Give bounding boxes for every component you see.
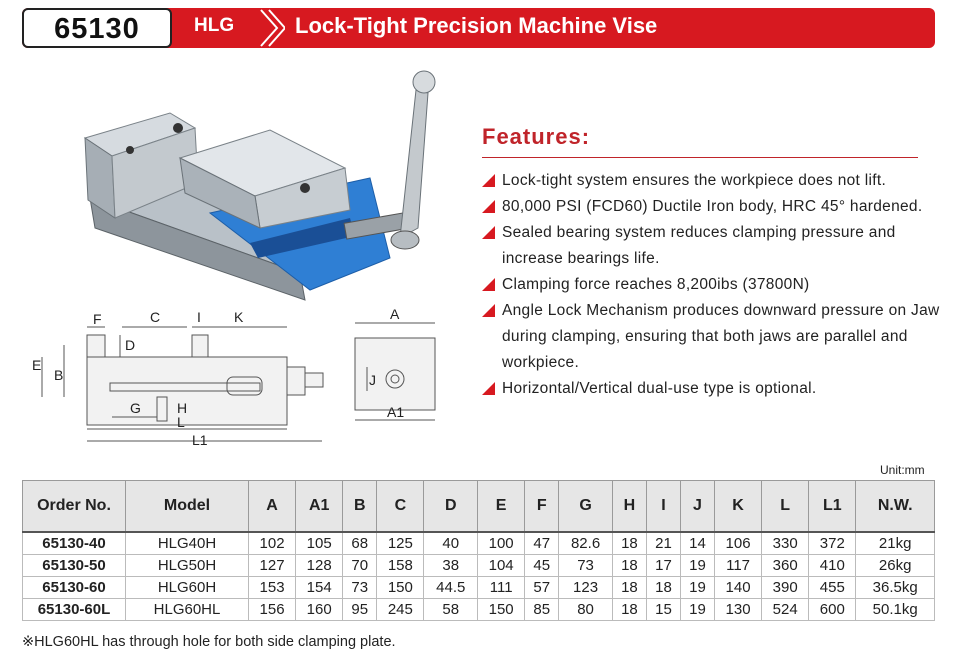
table-cell: 111: [478, 577, 525, 599]
table-cell: 65130-60L: [23, 599, 126, 621]
table-cell: 153: [249, 577, 296, 599]
table-cell: 410: [809, 555, 856, 577]
col-header: F: [525, 481, 559, 533]
features-divider: [482, 157, 918, 158]
table-cell: 156: [249, 599, 296, 621]
feature-item: Sealed bearing system reduces clamping pressure and increase bearings life.: [482, 220, 952, 272]
col-header: J: [680, 481, 714, 533]
table-row: [23, 577, 935, 599]
table-cell: 125: [377, 532, 424, 555]
table-cell: 70: [343, 555, 377, 577]
bullet-triangle-icon: [482, 382, 495, 395]
col-header: L1: [809, 481, 856, 533]
dim-label-a: A: [390, 306, 400, 322]
col-header: H: [612, 481, 646, 533]
table-cell: 123: [559, 577, 613, 599]
table-cell: 21kg: [856, 532, 935, 555]
dim-label-i: I: [197, 309, 201, 325]
table-cell: 18: [612, 599, 646, 621]
table-cell: 58: [424, 599, 478, 621]
dim-label-g: G: [130, 400, 141, 416]
series-label: HLG: [194, 15, 235, 36]
table-cell: 18: [612, 577, 646, 599]
dim-label-d: D: [125, 337, 136, 353]
feature-item: Horizontal/Vertical dual-use type is optional.: [482, 376, 952, 402]
dim-label-l: L: [177, 414, 185, 430]
features-list: [482, 168, 952, 402]
bullet-triangle-icon: [482, 278, 495, 291]
table-cell: 17: [646, 555, 680, 577]
table-cell: 105: [296, 532, 343, 555]
table-cell: 19: [680, 577, 714, 599]
table-row: [23, 599, 935, 621]
product-code-box: [22, 8, 172, 48]
dim-label-e: E: [32, 357, 42, 373]
table-cell: 85: [525, 599, 559, 621]
col-header: B: [343, 481, 377, 533]
table-cell: 158: [377, 555, 424, 577]
table-cell: 102: [249, 532, 296, 555]
table-cell: 36.5kg: [856, 577, 935, 599]
table-cell: 19: [680, 555, 714, 577]
bullet-triangle-icon: [482, 200, 495, 213]
product-code: 65130: [54, 13, 140, 45]
table-cell: 65130-50: [23, 555, 126, 577]
table-cell: 19: [680, 599, 714, 621]
dim-label-l1: L1: [192, 432, 208, 448]
table-cell: 65130-40: [23, 532, 126, 555]
col-header: Model: [126, 481, 249, 533]
table-cell: HLG50H: [126, 555, 249, 577]
table-cell: 330: [762, 532, 809, 555]
col-header: C: [377, 481, 424, 533]
table-cell: 65130-60: [23, 577, 126, 599]
table-cell: 150: [478, 599, 525, 621]
features-heading: Features:: [482, 124, 591, 149]
table-cell: 117: [715, 555, 762, 577]
table-cell: 106: [715, 532, 762, 555]
col-header: A: [249, 481, 296, 533]
table-cell: 245: [377, 599, 424, 621]
table-cell: 15: [646, 599, 680, 621]
table-cell: 455: [809, 577, 856, 599]
dim-label-j: J: [369, 372, 376, 388]
col-header: I: [646, 481, 680, 533]
dim-label-h: H: [177, 400, 188, 416]
table-cell: 18: [612, 555, 646, 577]
table-cell: 40: [424, 532, 478, 555]
footnote: ※HLG60HL has through hole for both side clamping plate.: [22, 634, 396, 650]
col-header: A1: [296, 481, 343, 533]
table-cell: 154: [296, 577, 343, 599]
table-header-row: [23, 481, 935, 533]
table-cell: 104: [478, 555, 525, 577]
side-view-drawing: [22, 305, 342, 455]
table-cell: 21: [646, 532, 680, 555]
chevron-icon: [255, 8, 285, 48]
table-cell: 73: [343, 577, 377, 599]
bullet-triangle-icon: [482, 174, 495, 187]
table-cell: 360: [762, 555, 809, 577]
table-row: [23, 555, 935, 577]
table-cell: 80: [559, 599, 613, 621]
table-cell: 47: [525, 532, 559, 555]
table-cell: 45: [525, 555, 559, 577]
table-cell: 26kg: [856, 555, 935, 577]
col-header: N.W.: [856, 481, 935, 533]
dim-label-c: C: [150, 309, 161, 325]
table-cell: HLG60HL: [126, 599, 249, 621]
table-row: [23, 532, 935, 555]
dim-label-k: K: [234, 309, 244, 325]
table-cell: 44.5: [424, 577, 478, 599]
table-cell: 100: [478, 532, 525, 555]
table-cell: 18: [646, 577, 680, 599]
table-cell: 73: [559, 555, 613, 577]
end-view-drawing: [345, 305, 445, 435]
feature-item: 80,000 PSI (FCD60) Ductile Iron body, HRC 45° hardened.: [482, 194, 952, 220]
table-cell: 18: [612, 532, 646, 555]
table-cell: HLG60H: [126, 577, 249, 599]
table-cell: 140: [715, 577, 762, 599]
table-cell: 14: [680, 532, 714, 555]
dim-label-b: B: [54, 367, 64, 383]
unit-label: Unit:mm: [880, 463, 925, 477]
table-cell: 600: [809, 599, 856, 621]
col-header: K: [715, 481, 762, 533]
table-cell: 50.1kg: [856, 599, 935, 621]
bullet-triangle-icon: [482, 304, 495, 317]
table-cell: 82.6: [559, 532, 613, 555]
vise-photo: [60, 68, 460, 308]
product-title: Lock-Tight Precision Machine Vise: [295, 13, 658, 38]
table-cell: 150: [377, 577, 424, 599]
table-cell: 38: [424, 555, 478, 577]
table-cell: 130: [715, 599, 762, 621]
col-header: Order No.: [23, 481, 126, 533]
table-cell: 95: [343, 599, 377, 621]
col-header: G: [559, 481, 613, 533]
table-cell: 127: [249, 555, 296, 577]
bullet-triangle-icon: [482, 226, 495, 239]
dim-label-f: F: [93, 311, 102, 327]
table-cell: 128: [296, 555, 343, 577]
dim-label-a1: A1: [387, 404, 405, 420]
table-cell: 57: [525, 577, 559, 599]
feature-item: Lock-tight system ensures the workpiece does not lift.: [482, 168, 952, 194]
feature-item: Clamping force reaches 8,200ibs (37800N): [482, 272, 952, 298]
feature-item: Angle Lock Mechanism produces downward pressure on Jaw during clamping, ensuring that both jaws are parallel and workpiece.: [482, 298, 952, 376]
table-cell: 160: [296, 599, 343, 621]
table-cell: 524: [762, 599, 809, 621]
spec-table: [22, 480, 935, 621]
table-cell: 390: [762, 577, 809, 599]
col-header: E: [478, 481, 525, 533]
col-header: L: [762, 481, 809, 533]
table-cell: HLG40H: [126, 532, 249, 555]
col-header: D: [424, 481, 478, 533]
table-cell: 68: [343, 532, 377, 555]
table-cell: 372: [809, 532, 856, 555]
